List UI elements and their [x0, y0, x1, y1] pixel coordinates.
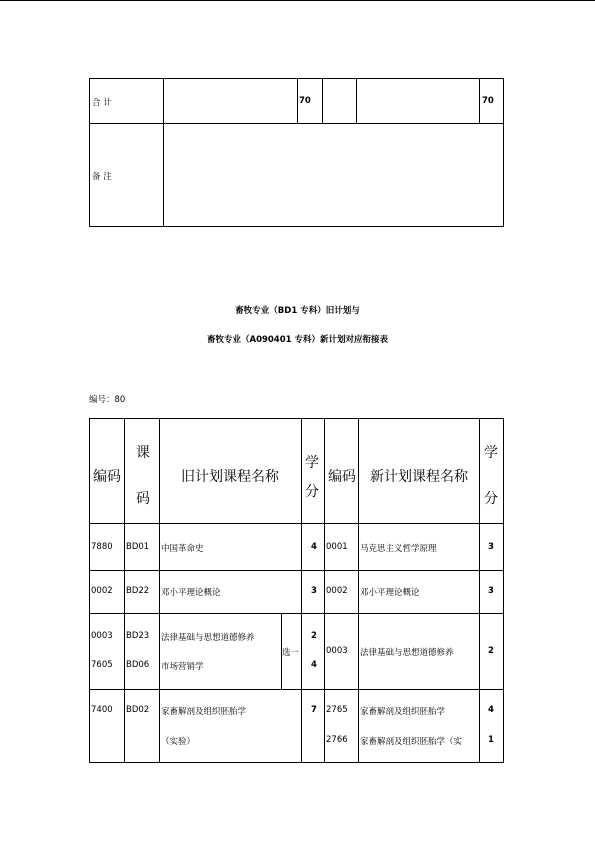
header-new-credit-1: 学	[484, 445, 498, 461]
doc-number: 编号：80	[89, 395, 126, 405]
table-row-3-new-credit: 2	[488, 646, 494, 656]
total-label: 合 计	[92, 98, 112, 108]
table-row-2-old-name: 邓小平理论概论	[161, 588, 221, 598]
doc-title-line-2: 畜牧专业（A090401 专科）新计划对应衔接表	[206, 335, 389, 345]
table-row-3-code-b: 7605	[91, 660, 113, 670]
doc-title-line-1: 畜牧专业（BD1 专科）旧计划与	[235, 306, 360, 316]
remarks-label: 备 注	[92, 172, 112, 182]
table-row-3-code-a: 0003	[91, 631, 113, 641]
table-row-4-new-code-b: 2766	[326, 735, 348, 745]
header-course-code-2: 码	[136, 491, 150, 507]
table-row-2-new-credit: 3	[488, 586, 494, 596]
table-row-1-old-name: 中国革命史	[161, 544, 204, 554]
table-row-4-old-name-b: （实验）	[161, 737, 196, 747]
table-row-1-new-credit: 3	[488, 542, 494, 552]
total-new-credits: 70	[482, 96, 494, 106]
table-row-3-new-code: 0003	[326, 646, 348, 656]
table-row-2-new-code: 0002	[326, 586, 348, 596]
table-row-4-credit: 7	[311, 705, 317, 715]
header-old-name: 旧计划课程名称	[181, 469, 279, 485]
table-row-4-new-name-a: 家畜解剖及组织胚胎学	[360, 707, 446, 717]
table-row-3-choice: 选一	[282, 648, 300, 658]
table-row-1-new-name: 马克思主义哲学原理	[360, 544, 437, 554]
table-row-1-code: 7880	[91, 542, 113, 552]
table-row-3-credit-a: 2	[311, 631, 317, 641]
table-row-3-course-code-a: BD23	[126, 631, 150, 641]
table-row-1-credit: 4	[311, 542, 317, 552]
total-old-credits: 70	[299, 96, 311, 106]
table-row-2-new-name: 邓小平理论概论	[360, 588, 420, 598]
header-course-code-1: 课	[136, 445, 150, 461]
table-row-2-code: 0002	[91, 586, 113, 596]
table-row-3-course-code-b: BD06	[126, 660, 150, 670]
header-credit-2: 分	[305, 484, 319, 500]
table-row-1-new-code: 0001	[326, 542, 348, 552]
table-row-4-new-name-b: 家畜解剖及组织胚胎学（实	[360, 737, 463, 747]
header-code: 编码	[93, 469, 121, 485]
page-top-rule	[0, 0, 595, 1]
table-row-2-course-code: BD22	[126, 586, 150, 596]
table-row-3-old-name-a: 法律基础与思想道德修养	[161, 633, 255, 643]
table-row-4-course-code: BD02	[126, 705, 150, 715]
table-row-4-new-credit-b: 1	[488, 735, 494, 745]
table-row-3-old-name-b: 市场营销学	[161, 662, 204, 672]
table-row-3-credit-b: 4	[311, 660, 317, 670]
header-credit-1: 学	[305, 455, 319, 471]
table-row-4-new-code-a: 2765	[326, 705, 348, 715]
table-row-4-new-credit-a: 4	[488, 705, 494, 715]
header-new-name: 新计划课程名称	[370, 469, 468, 485]
table-row-1-course-code: BD01	[126, 542, 150, 552]
table-row-2-credit: 3	[311, 586, 317, 596]
header-new-credit-2: 分	[484, 491, 498, 507]
table-row-4-old-name-a: 家畜解剖及组织胚胎学	[161, 707, 247, 717]
table-row-4-code: 7400	[91, 705, 113, 715]
header-new-code: 编码	[328, 469, 356, 485]
table-row-3-new-name: 法律基础与思想道德修养	[360, 648, 454, 658]
